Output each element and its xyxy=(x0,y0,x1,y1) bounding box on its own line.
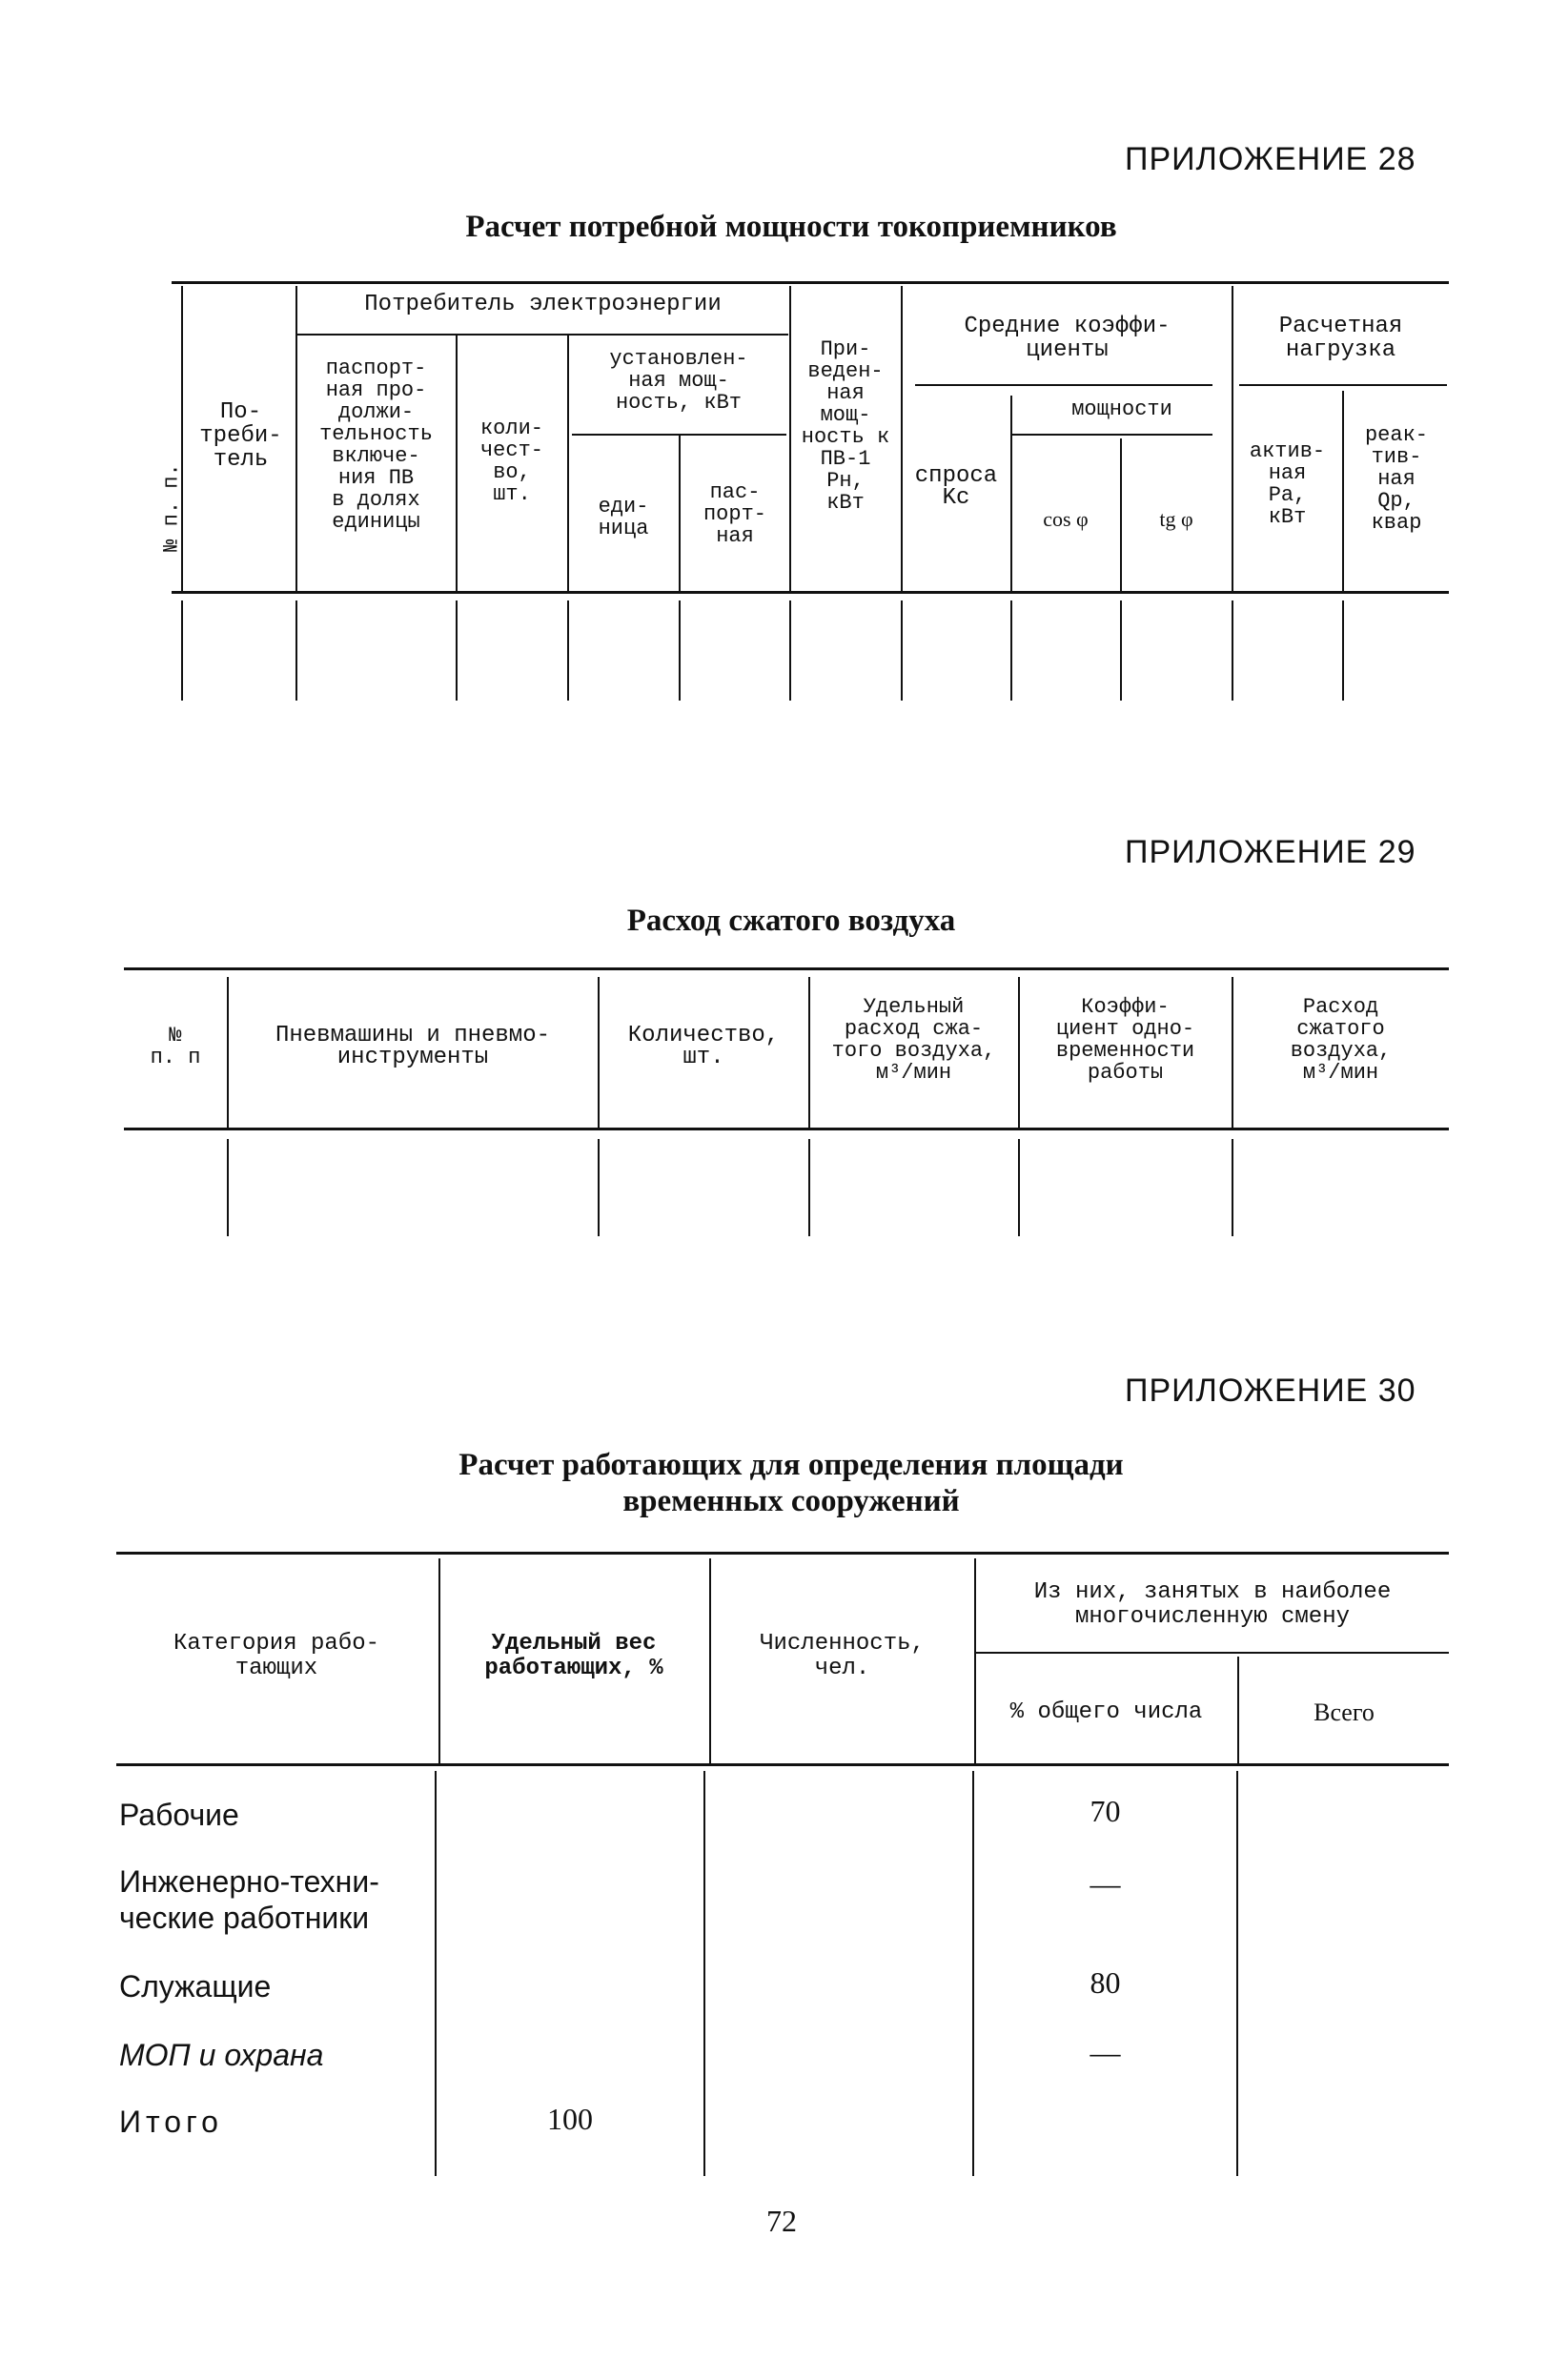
header-consumer-group: Потребитель электроэнергии xyxy=(364,292,722,317)
header-count: коли- чест- во, шт. xyxy=(479,417,543,506)
header-busiest-shift: Из них, занятых в наиболее многочисленную смену xyxy=(1033,1579,1392,1630)
header-num: № п. п xyxy=(150,1024,201,1069)
table-row-category: Рабочие xyxy=(119,1798,239,1832)
header-total: Всего xyxy=(1314,1699,1375,1726)
header-passport-pv: паспорт- ная про- должи- тельность включе- ния ПВ в долях единицы xyxy=(319,356,433,534)
appendix-28-title: Расчет потребной мощности токоприемников xyxy=(465,210,1117,244)
table-row-percent: 80 xyxy=(1090,1965,1121,2000)
appendix-29-title: Расход сжатого воздуха xyxy=(626,904,956,938)
header-avg-coefficients: Средние коэффи- циенты xyxy=(964,314,1171,363)
header-share: Удельный вес рабoтающих, % xyxy=(484,1631,663,1681)
header-calc-load: Расчетная нагрузка xyxy=(1278,314,1403,363)
table-row-category: Инженерно-техни- ческие работники xyxy=(119,1864,379,1935)
table-row-share: 100 xyxy=(547,2102,593,2136)
header-consumer: По- треби- тель xyxy=(199,399,282,473)
header-quantity: Количество, шт. xyxy=(627,1023,780,1070)
appendix-29-label: ПРИЛОЖЕНИЕ 29 xyxy=(1125,834,1416,870)
header-specific-consumption: Удельный расход сжа- того воздуха, м³/мин xyxy=(831,995,996,1085)
header-reactive: реак- тив- ная Qр, квар xyxy=(1364,423,1428,535)
header-demand: спроса Kс xyxy=(914,463,998,511)
header-installed-power: установлен- ная мощ- ность, кВт xyxy=(609,347,748,415)
table-row-total: Итого xyxy=(119,2105,223,2139)
header-category: Категория рабо- тающих xyxy=(173,1631,380,1681)
page-number: 72 xyxy=(766,2204,797,2238)
header-cos: cos φ xyxy=(1043,507,1089,531)
header-machines: Пневмашины и пневмо- инструменты xyxy=(275,1023,551,1070)
header-tg: tg φ xyxy=(1159,507,1193,531)
header-active: актив- ная Pа, кВт xyxy=(1249,439,1326,529)
appendix-28-label: ПРИЛОЖЕНИЕ 28 xyxy=(1125,141,1416,177)
table-row-percent: — xyxy=(1090,1866,1121,1901)
header-num: № п. п. xyxy=(159,463,184,552)
header-air-consumption: Расход сжатого воздуха, м³/мин xyxy=(1290,995,1392,1085)
appendix-30-title: Расчет работающих для определения площади временных сооружений xyxy=(458,1448,1124,1518)
header-passport: пас- порт- ная xyxy=(703,480,766,548)
table-row-category: МОП и охрана xyxy=(119,2038,324,2072)
table-row-percent: 70 xyxy=(1090,1794,1121,1828)
header-unit: еди- ница xyxy=(598,495,649,540)
table-row-category: Служащие xyxy=(119,1969,272,2004)
header-power: мощности xyxy=(1071,397,1172,421)
table-row-percent: — xyxy=(1090,2035,1121,2069)
header-simultaneity: Коэффи- циент одно- временности работы xyxy=(1055,995,1195,1085)
header-percent-total: % общего числа xyxy=(1009,1699,1203,1725)
header-number: Численность, чел. xyxy=(760,1631,925,1681)
appendix-30-label: ПРИЛОЖЕНИЕ 30 xyxy=(1125,1373,1416,1409)
header-reduced-power: При- веден- ная мощ- ность к ПВ-1 Pн, кВт xyxy=(801,337,890,515)
